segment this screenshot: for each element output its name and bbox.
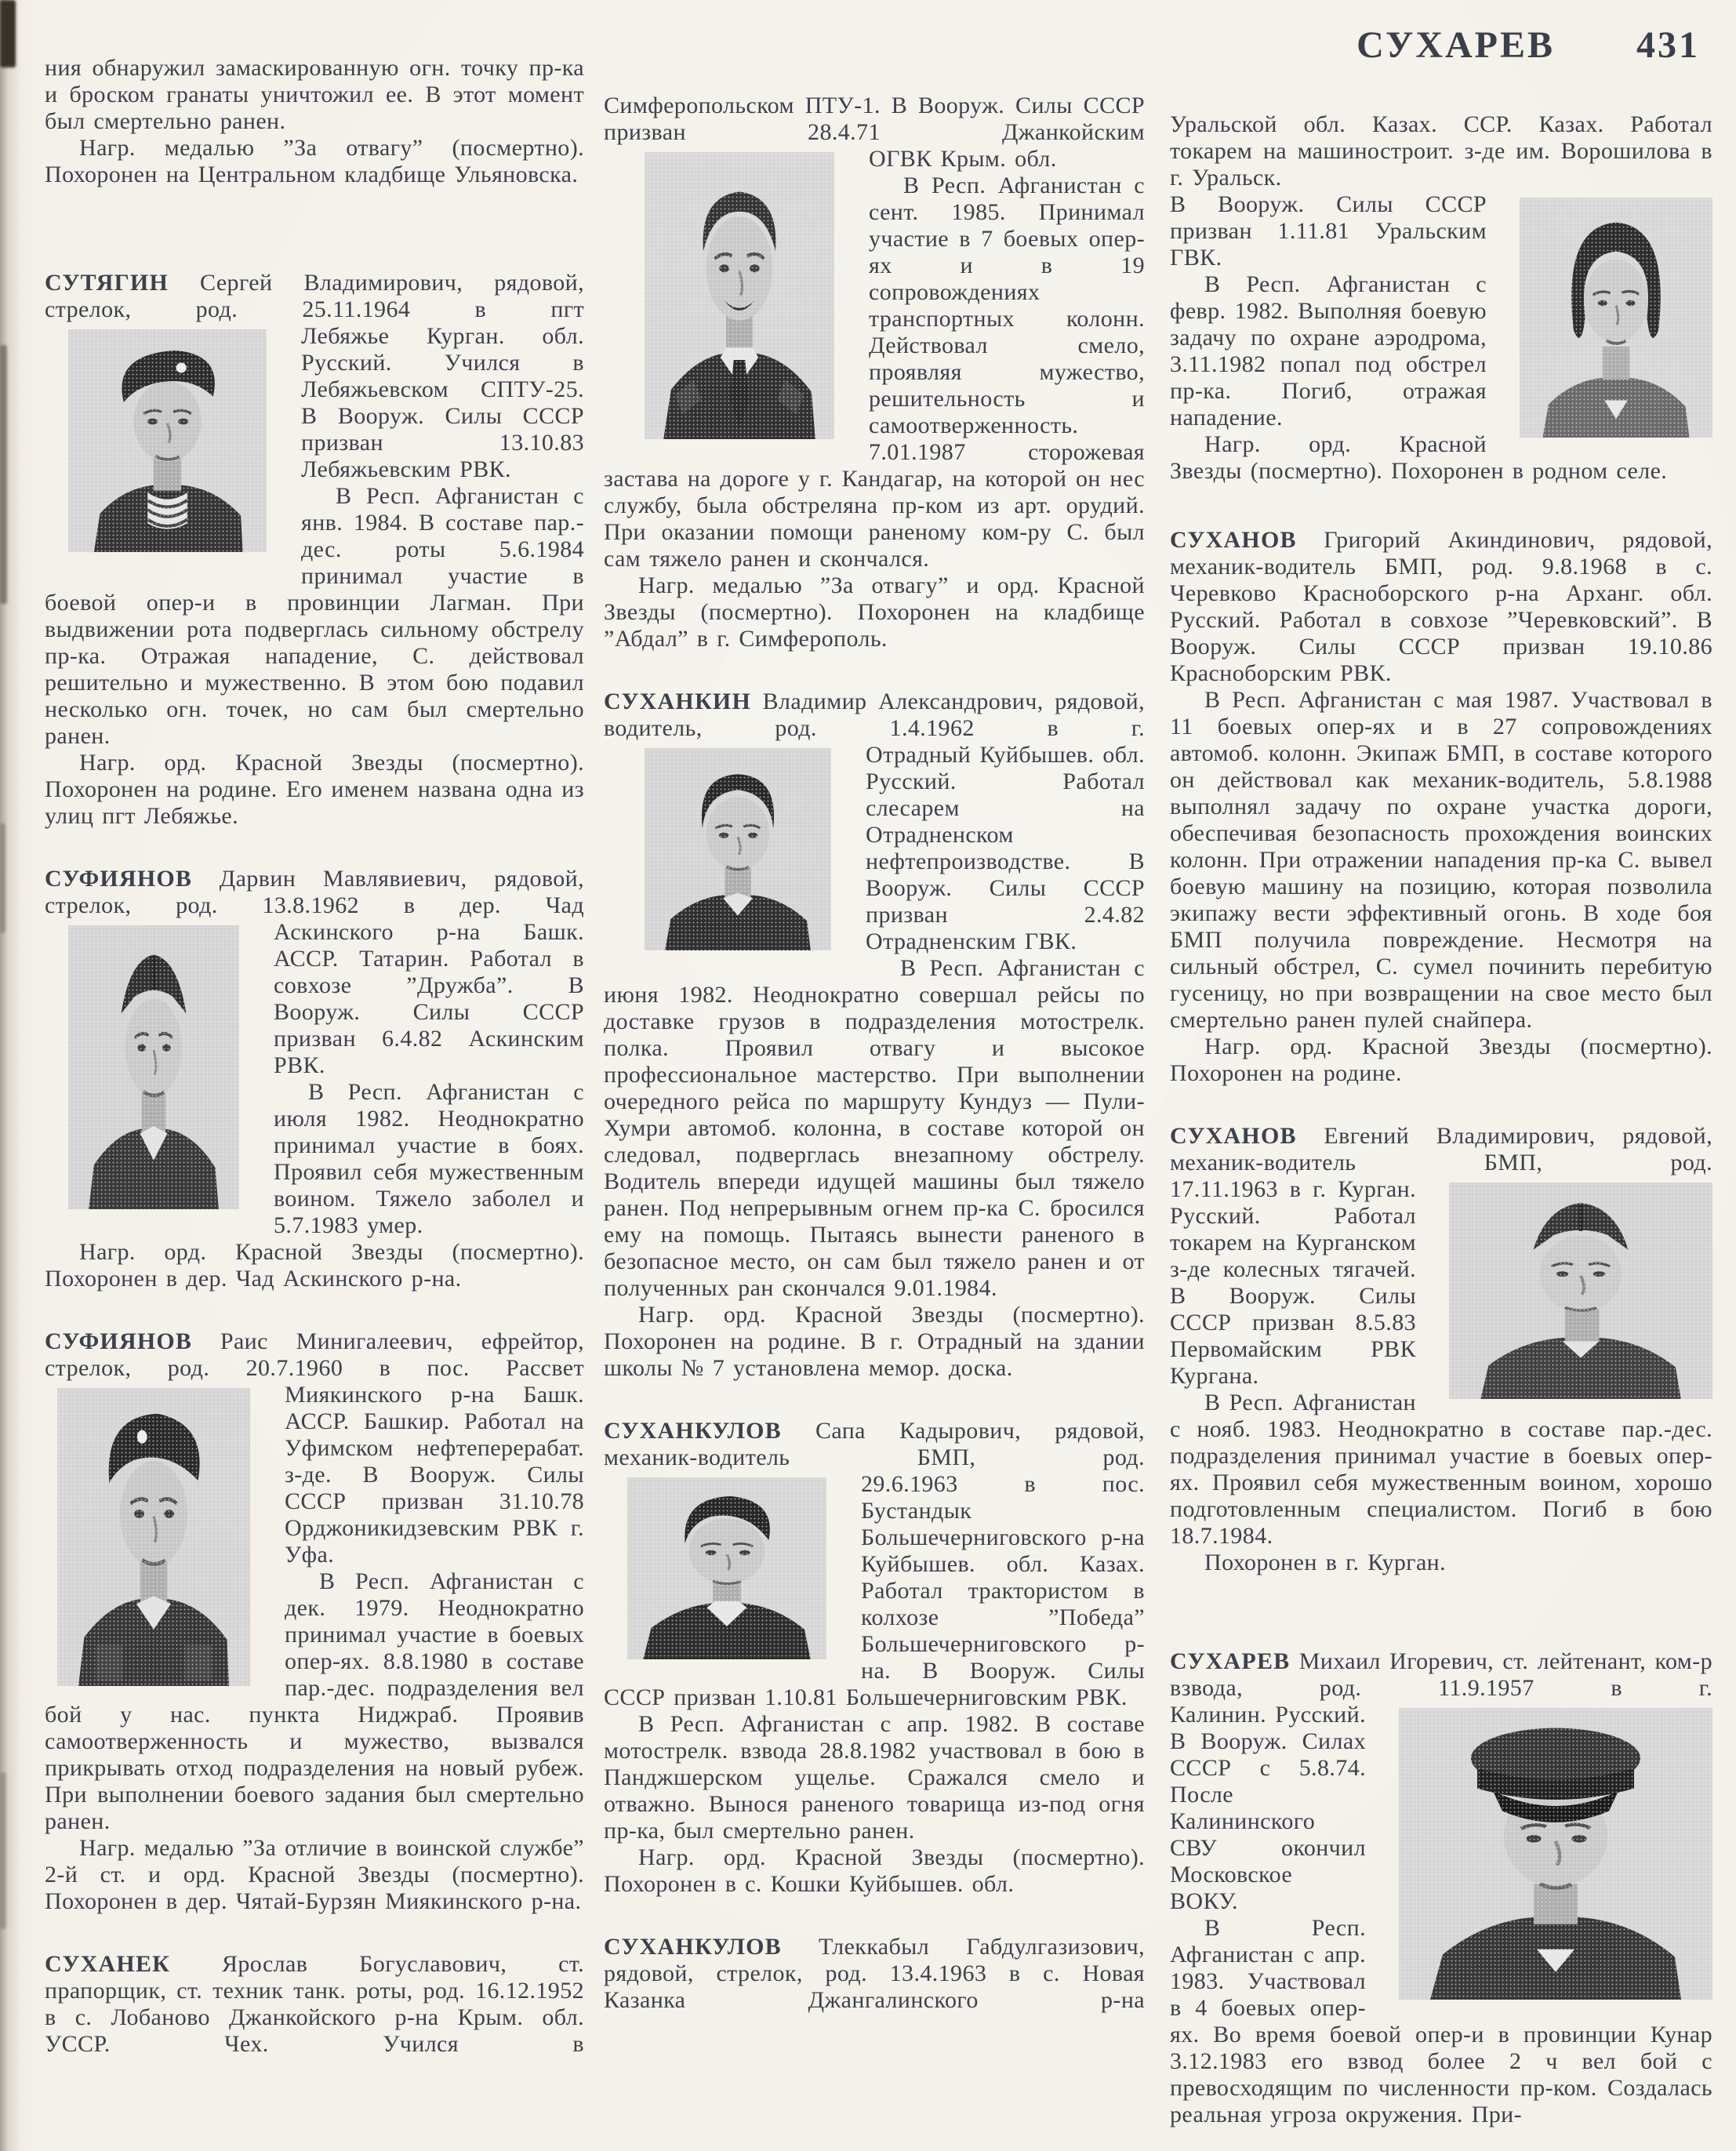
surname: СУХАРЕВ [1170, 1648, 1291, 1674]
heading-rest: Михаил Игоревич, ст. лейтенант, ком-р взвода, род. 11.9.1957 в г. [1170, 1648, 1712, 1701]
portrait-peaked-cap-officer-icon [1399, 1708, 1712, 2000]
portrait-beret-soldier-icon [68, 329, 267, 552]
surname: СУХАНКУЛОВ [604, 1934, 782, 1960]
surname: СУХАНКУЛОВ [604, 1418, 782, 1444]
photo-sukhankulov-sapa [627, 1477, 826, 1659]
photo-sufiyanov-darvin [68, 925, 239, 1209]
surname: СУТЯГИН [45, 270, 169, 296]
heading-rest: Сапа Кадырович, рядовой, механик-водитель БМП, род. [604, 1418, 1145, 1470]
paragraph: Нагр. орд. Красной Звезды (посмертно). Похоронен в с. Кошки Куйбышев. обл. [604, 1844, 1145, 1897]
continuation-sukhankulov-tlekkabyl [1170, 111, 1712, 485]
entry-heading [45, 1328, 584, 1382]
heading-rest: Евгений Владимирович, рядовой, механик-водитель БМП, род. [1170, 1123, 1712, 1175]
paragraph: В Респ. Афганистан с нояб. 1983. Неоднократно в составе пар.-дес. подразделения принимал участие в боевых опер-ях. Проявил себя мужественным воином, хорошо подготовленным специалистом. Погиб в бою 18.7.1984. [1170, 1390, 1712, 1549]
paragraph: В Респ. Афганистан с янв. 1984. В составе пар.-дес. роты 5.6.1984 принимал участие в боевой опер-и в провинции Лагман. При выдвижении рота подверглась сильному обстрелу пр-ка. Отражая нападение, С. действовал решительно и мужественно. В этом бою подавил несколько огн. точек, но сам был смертельно ранен. [45, 483, 584, 749]
photo-sukhankin [645, 748, 831, 950]
photo-sukhanek [645, 152, 834, 439]
paragraph: ния обнаружил замаскированную огн. точку пр-ка и броском гранаты уничтожил ее. В этот момент был смертельно ранен. [45, 55, 584, 134]
paragraph: Нагр. орд. Красной Звезды (посмертно). Похоронен на родине. [1170, 1034, 1712, 1086]
surname: СУХАНЕК [45, 1951, 171, 1977]
scan-artifact [0, 1772, 6, 1929]
paragraph: Нагр. медалью ”За отвагу” и орд. Красной Звезды (посмертно). Похоронен на кладбище ”Абдал” в г. Симферополь. [604, 572, 1145, 652]
paragraph: В Респ. Афганистан с февр. 1982. Выполняя боевую задачу по охране аэродрома, 3.11.1982 попал под обстрел пр-ка. Погиб, отражая нападение. [1170, 271, 1487, 431]
entry-heading [604, 1418, 1145, 1471]
paragraph: Нагр. медалью ”За отвагу” (посмертно). Похоронен на Центральном кладбище Ульяновска. [45, 135, 584, 187]
paragraph: В Респ. Афганистан с апр. 1983. Участвовал в 4 боевых опер-ях. Во время боевой опер-и в провинции Кунар 3.12.1983 его взвод более 2 ч вел бой с превосходящим по численности пр-ком. Создалась реальная угроза окружения. При- [1170, 1915, 1712, 2127]
portrait-mustached-officer-icon [645, 152, 834, 439]
entry-sukhanek [45, 1951, 584, 2058]
paragraph: Нагр. орд. Красной Звезды (посмертно). Похоронен в дер. Чад Аскинского р-на. [45, 1239, 584, 1292]
paragraph: Нагр. медалью ”За отличие в воинской службе” 2-й ст. и орд. Красной Звезды (посмертно). Похоронен в дер. Чятай-Бурзян Миякинского р-на. [45, 1835, 584, 1914]
paragraph: В Респ. Афганистан с апр. 1982. В составе мотострелк. взвода 28.8.1982 участвовал в бою в Панджшерском ущелье. Сражался смело и отважно. Вынося раненого товарища из-под огня пр-ка, был смертельно ранен. [604, 1711, 1145, 1844]
scan-artifact [0, 0, 16, 67]
heading-rest: Григорий Акиндинович, рядовой, механик-водитель БМП, род. 9.8.1968 в с. Черевково Красноборского р-на Арханг. обл. Русский. Работал в совхозе ”Черевковский”. В Вооруж. Силы СССР призван 19.10.86 Красноборским РВК. [1170, 527, 1712, 686]
entry-heading [1170, 1123, 1712, 1176]
paragraph: Аскинского р-на Башк. АССР. Татарин. Работал в совхозе ”Дружба”. В Вооруж. Силы СССР призван 6.4.82 Аскинским РВК. [274, 919, 584, 1078]
entry-heading [45, 270, 584, 323]
heading-rest: Раис Минигалеевич, ефрейтор, стрелок, род. 20.7.1960 в пос. Рассвет [45, 1328, 584, 1381]
paragraph: ОГВК Крым. обл. [869, 146, 1057, 172]
surname: СУХАНОВ [1170, 527, 1297, 553]
paragraph: Уральской обл. Казах. ССР. Казах. Работал токарем на машиностроит. з-де им. Ворошилова в г. Уральск. [1170, 111, 1712, 191]
paragraph: В Вооруж. Силы СССР призван 1.11.81 Уральским ГВК. [1170, 191, 1487, 271]
column-2 [604, 93, 1145, 2141]
paragraph: В Респ. Афганистан с июля 1982. Неоднократно принимал участие в боях. Проявил себя мужественным воином. Тяжело заболел и 5.7.1983 умер. [274, 1079, 584, 1238]
page-header [1170, 24, 1700, 67]
entry-sukhanov-grigory [1170, 527, 1712, 1087]
paragraph: В Респ. Афганистан с сент. 1985. Принимал участие в 7 боевых опер-ях и в 19 сопровождениях транспортных колонн. Действовал смело, проявляя мужество, решительность и самоотверженность. 7.01.1987 сторожевая застава на дороге у г. Кандагар, на которой он нес службу, была обстреляна пр-ком из арт. орудий. При оказании помощи раненому ком-ру С. был сам тяжело ранен и скончался. [604, 173, 1145, 572]
entry-sukhankin [604, 689, 1145, 1382]
paragraph: В Респ. Афганистан с мая 1987. Участвовал в 11 боевых опер-ях и в 27 сопровождениях автомоб. колонн. Экипаж БМП, в составе которого он действовал как механик-водитель, 5.8.1988 выполнял задачу по охране участка дороги, обеспечивая безопасность прохождения воинских колонн. При отражении нападения пр-ка С. вывел боевую машину на позицию, которая позволила экипажу вести эффективный огонь. В ходе боя БМП получила повреждение. Несмотря на сильный обстрел, С. сумел починить перебитую гусеницу, но при возвращении на свое место был смертельно ранен пулей снайпера. [1170, 687, 1712, 1033]
heading-rest: Владимир Александрович, рядовой, водитель, род. 1.4.1962 в г. [604, 689, 1145, 741]
paragraph: 29.6.1963 в пос. Бустандык Большечерниговского р-на Куйбышев. обл. Казах. Работал трактористом в колхозе ”Победа” Большечерниговского р-на. В Вооруж. Силы СССР призван 1.10.81 Большечерниговским РВК. [604, 1471, 1145, 1710]
paragraph: В Респ. Афганистан с июня 1982. Неоднократно совершал рейсы по доставке грузов в подразделения мотострелк. полка. Проявил отвагу и высокое профессиональное мастерство. При выполнении очередного рейса по маршруту Кундуз — Пули-Хумри автомоб. колонна, в составе которой он следовал, подверглась внезапному обстрелу. Водитель впереди идущей машины был тяжело ранен. Под непрерывным огнем пр-ка С. бросился ему на помощь. Пытаясь вынести раненого в безопасное место, он сам был тяжело ранен и от полученных ран скончался 9.01.1984. [604, 955, 1145, 1301]
portrait-garrison-cap-soldier-icon [1449, 1183, 1712, 1399]
portrait-beret-soldier-icon [57, 1388, 250, 1686]
surname: СУХАНКИН [604, 689, 751, 714]
entry-sukharev [1170, 1648, 1712, 2128]
entry-heading [1170, 1648, 1712, 1702]
photo-sukhanov-evgeny [1449, 1183, 1712, 1399]
entry-heading [45, 1951, 584, 2058]
continuation-sukhanek [604, 93, 1145, 652]
paragraph: 17.11.1963 в г. Курган. Русский. Работал токарем на Курганском з-де колесных тягачей. В Вооруж. Силы СССР призван 8.5.83 Первомайским РВК Кургана. [1170, 1176, 1416, 1389]
continuation-prev-page [45, 55, 584, 188]
paragraph: Калинин. Русский. В Вооруж. Силах СССР с 5.8.74. После Калининского СВУ окончил Московское ВОКУ. [1170, 1702, 1366, 1914]
entry-sufiyanov-darvin [45, 866, 584, 1292]
portrait-garrison-cap-soldier-icon [68, 925, 239, 1209]
paragraph: Нагр. орд. Красной Звезды (посмертно). Похоронен на родине. В г. Отрадный на здании школы № 7 установлена мемор. доска. [604, 1302, 1145, 1381]
portrait-young-man-icon [645, 748, 831, 950]
entry-sukhankulov-tlekkabyl [604, 1934, 1145, 2014]
column-1 [45, 55, 584, 2141]
photo-sukharev [1399, 1708, 1712, 2000]
paragraph: Лебяжье Курган. обл. Русский. Учился в Лебяжьевском СПТУ-25. В Вооруж. Силы СССР призван 13.10.83 Лебяжьевским РВК. [301, 323, 584, 482]
paragraph: В Респ. Афганистан с дек. 1979. Неоднократно принимал участие в боевых опер-ях. 8.8.1980 в составе пар.-дес. подразделения вел бой у нас. пункта Ниджраб. Проявив самоотверженность и мужество, вызвался прикрывать отход подразделения на новый рубеж. При выполнении боевого задания был смертельно ранен. [45, 1568, 584, 1834]
portrait-long-haired-youth-icon [1520, 198, 1712, 438]
entry-sukhankulov-sapa [604, 1418, 1145, 1898]
paragraph: Похоронен в г. Курган. [1204, 1550, 1447, 1575]
surname: СУФИЯНОВ [45, 1328, 193, 1354]
paragraph: Миякинского р-на Башк. АССР. Башкир. Работал на Уфимском нефтеперерабат. з-де. В Вооруж. Силы СССР призван 31.10.78 Орджоникидзевским РВК г. Уфа. [285, 1382, 584, 1568]
page-number: 431 [1636, 24, 1700, 66]
photo-sukhankulov-tlekkabyl [1520, 198, 1712, 438]
surname: СУФИЯНОВ [45, 866, 193, 892]
heading-rest: Ярослав Богуславович, ст. прапорщик, ст. техник танк. роты, род. 16.12.1952 в с. Лобаново Джанкойского р-на Крым. обл. УССР. Чех. Учился в [45, 1951, 584, 2057]
entry-heading [1170, 527, 1712, 687]
photo-sufiyanov-rais [57, 1388, 250, 1686]
paragraph: Нагр. орд. Красной Звезды (посмертно). Похоронен в родном селе. [1170, 431, 1668, 484]
heading-rest: Тлеккабыл Габдулгазизович, рядовой, стрелок, род. 13.4.1963 в с. Новая Казанка Джангалинского р-на [604, 1934, 1145, 2013]
entry-heading [604, 1934, 1145, 2014]
heading-rest: Сергей Владимирович, рядовой, стрелок, род. 25.11.1964 в пгт [45, 270, 584, 322]
paragraph: Симферопольском ПТУ-1. В Вооруж. Силы СССР призван 28.4.71 Джанкойским [604, 93, 1145, 145]
page-header-keyword: СУХАРЕВ [1356, 24, 1555, 66]
heading-rest: Дарвин Мавлявиевич, рядовой, стрелок, род. 13.8.1962 в дер. Чад [45, 866, 584, 918]
photo-sutyagin [68, 329, 267, 552]
surname: СУХАНОВ [1170, 1123, 1297, 1149]
entry-heading [45, 866, 584, 919]
column-3 [1170, 111, 1712, 2141]
entry-sukhanov-evgeny [1170, 1123, 1712, 1576]
entry-sutyagin [45, 270, 584, 830]
entry-sufiyanov-rais [45, 1328, 584, 1915]
scan-artifact [0, 823, 5, 933]
paragraph: Отрадный Куйбышев. обл. Русский. Работал слесарем на Отрадненском нефтепроизводстве. В Вооруж. Силы СССР призван 2.4.82 Отрадненским ГВК. [866, 742, 1145, 954]
scan-artifact [0, 345, 7, 604]
portrait-dark-haired-man-icon [627, 1477, 826, 1659]
entry-heading [604, 689, 1145, 742]
paragraph: Нагр. орд. Красной Звезды (посмертно). Похоронен на родине. Его именем названа одна из улиц пгт Лебяжье. [45, 750, 584, 829]
